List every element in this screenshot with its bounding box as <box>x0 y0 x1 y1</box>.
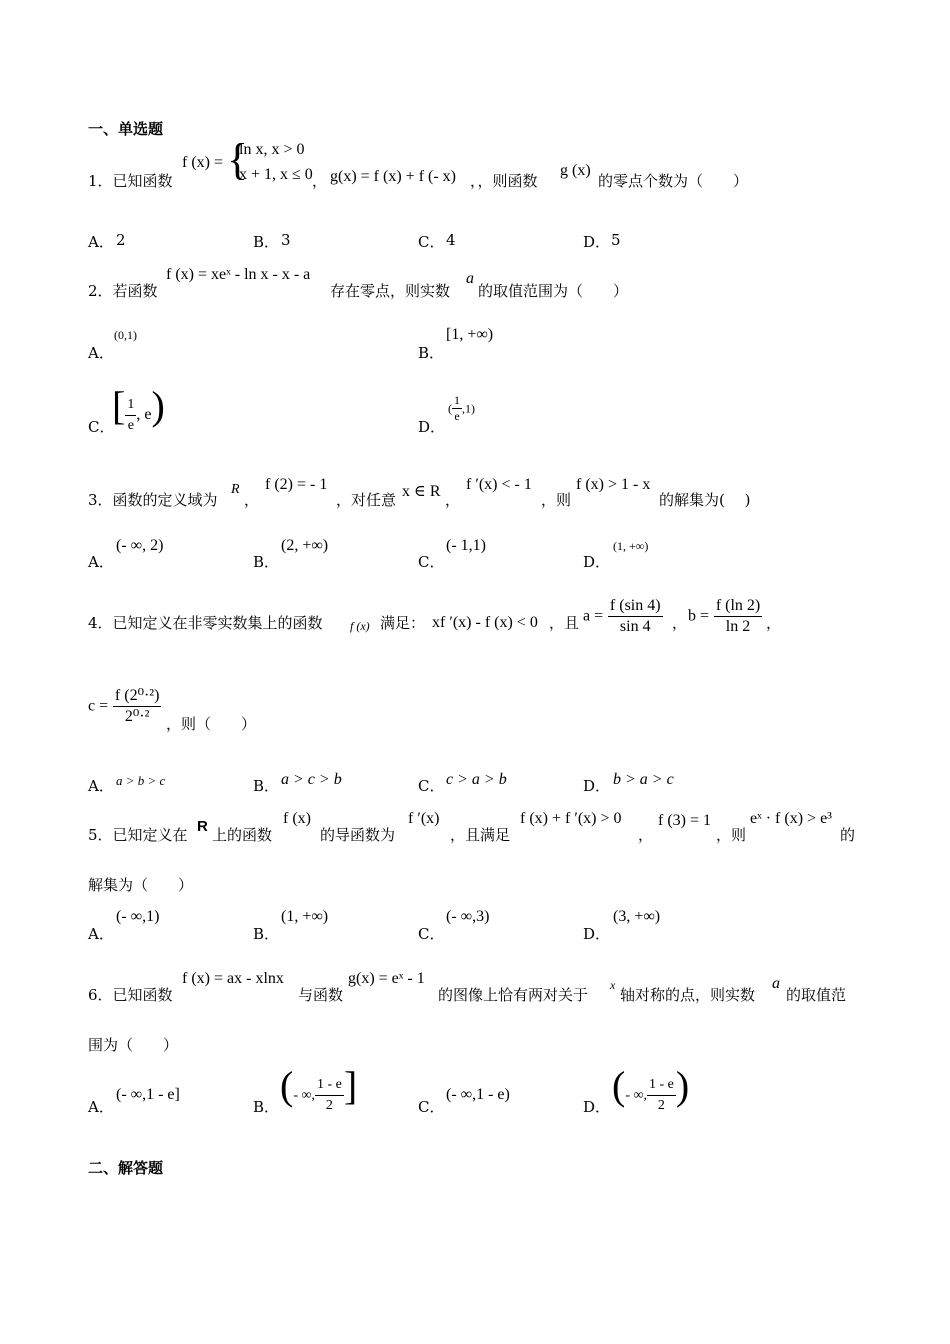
question-4-sep: ， <box>672 614 688 632</box>
question-5-R: R <box>197 818 208 835</box>
b-fraction <box>714 596 762 637</box>
question-6-mid-3: 轴对称的点，则实数 <box>620 986 756 1004</box>
option-text: (- ∞,1 - e) <box>446 1086 510 1103</box>
question-5-then: ，则 <box>716 826 747 844</box>
question-4-sep-2: ， <box>766 614 782 632</box>
option-text: [1, +∞) <box>446 326 494 343</box>
question-5-fpx: f ′(x) <box>408 810 440 827</box>
option-d-expression <box>448 393 475 424</box>
question-4-stem: 4．已知定义在非零实数集上的函数 <box>88 614 323 632</box>
option-label: C． <box>418 553 445 571</box>
question-3-mid-text: ，对任意 <box>336 491 397 509</box>
option-c-fraction <box>125 395 136 436</box>
right-paren: ) <box>151 383 165 428</box>
question-3-stem: 3．函数的定义域为 <box>88 491 218 509</box>
left-paren: ( <box>280 1063 294 1108</box>
question-3-comma-2: ， <box>445 491 461 509</box>
question-3-comma: ， <box>244 491 260 509</box>
option-d-prefix: - ∞, <box>625 1088 647 1103</box>
option-label: B． <box>253 777 280 795</box>
option-text: c > a > b <box>446 771 507 788</box>
question-3-then: ，则 <box>541 491 572 509</box>
question-2-var-a: a <box>466 270 474 287</box>
c-fraction <box>113 686 162 727</box>
question-2-formula: f (x) = xeˣ - ln x - x - a <box>166 266 311 283</box>
option-text: 4 <box>446 231 456 249</box>
question-1-case-1: ln x, x > 0 <box>239 141 305 158</box>
right-bracket: ] <box>343 1063 358 1108</box>
left-paren: ( <box>448 401 452 416</box>
option-text: (0,1) <box>114 328 137 342</box>
question-3-R: R <box>231 482 240 497</box>
question-6-tail-2: 围为（ ） <box>88 1036 179 1054</box>
question-6-mid-1: 与函数 <box>298 986 344 1004</box>
option-text: (- ∞,1) <box>116 908 160 925</box>
question-1-case-2: x + 1, x ≤ 0 <box>239 166 313 183</box>
question-5-condition: f (x) + f ′(x) > 0 <box>520 810 622 827</box>
question-4-b-def <box>688 596 762 637</box>
section-title-single-choice: 一、单选题 <box>88 120 164 138</box>
question-4-fx: f (x) <box>350 619 370 633</box>
option-c-expression <box>112 383 165 436</box>
option-label: C． <box>418 925 445 943</box>
option-text: a > b > c <box>116 773 166 788</box>
option-label: B． <box>253 925 280 943</box>
question-5-tail-1: 的 <box>840 826 856 844</box>
option-label: D． <box>583 553 611 571</box>
question-1-comma: ， <box>312 172 328 190</box>
fraction-numerator: 1 <box>454 393 460 407</box>
option-label: A． <box>88 777 114 795</box>
option-d-fraction <box>647 1075 676 1116</box>
option-label: B． <box>253 233 280 251</box>
fraction-denominator: ln 2 <box>725 618 751 635</box>
option-label: C． <box>418 1098 445 1116</box>
question-4-satisfies: 满足： <box>380 614 426 632</box>
c-lhs: c = <box>88 697 109 715</box>
option-label: D． <box>583 233 611 251</box>
question-3-f2: f (2) = - 1 <box>265 476 328 493</box>
fraction-denominator: 2⁰·² <box>124 708 150 725</box>
option-label: C． <box>418 233 445 251</box>
fraction-denominator: e <box>454 409 460 423</box>
question-6-tail-1: 的取值范 <box>786 986 847 1004</box>
a-lhs: a = <box>583 607 604 625</box>
question-6-mid-2: 的图像上恰有两对关于 <box>438 986 589 1004</box>
question-3-tail: 的解集为( ) <box>659 491 751 509</box>
question-1-g-def: g(x) = f (x) + f (- x) <box>330 168 456 185</box>
right-paren: ) <box>675 1063 690 1108</box>
option-text: (3, +∞) <box>613 908 661 925</box>
question-5-stem: 5．已知定义在 <box>88 826 188 844</box>
fraction-numerator: f (2⁰·²) <box>113 686 162 707</box>
option-text: b > a > c <box>613 771 674 788</box>
option-text: (1, +∞) <box>281 908 329 925</box>
fraction-numerator: 1 - e <box>647 1075 676 1096</box>
question-6-var-x: x <box>610 978 616 992</box>
question-5-fx: f (x) <box>283 810 311 827</box>
question-1-tail: 的零点个数为（ ） <box>598 172 749 190</box>
option-label: B． <box>253 1098 280 1116</box>
option-label: D． <box>418 418 446 436</box>
option-label: D． <box>583 925 611 943</box>
left-paren: ( <box>612 1063 626 1108</box>
question-6-g-def: g(x) = eˣ - 1 <box>348 970 425 987</box>
option-label: B． <box>418 344 445 362</box>
option-text: (- ∞,3) <box>446 908 490 925</box>
question-1-gx: g (x) <box>560 162 591 179</box>
option-b-fraction <box>315 1075 344 1116</box>
option-b-prefix: - ∞, <box>293 1088 315 1103</box>
option-text: 5 <box>611 231 621 249</box>
question-5-mid-2: 的导函数为 <box>320 826 396 844</box>
option-text: (- ∞,1 - e] <box>116 1086 180 1103</box>
option-label: A． <box>88 1098 114 1116</box>
question-6-f-def: f (x) = ax - xlnx <box>182 970 284 987</box>
fraction-numerator: f (sin 4) <box>608 596 663 617</box>
question-4-condition: xf ′(x) - f (x) < 0 <box>432 614 538 631</box>
fraction-numerator: 1 - e <box>315 1075 344 1096</box>
question-1-stem: 1．已知函数 <box>88 172 173 190</box>
option-b-expression <box>280 1063 358 1116</box>
option-text: 2 <box>116 231 126 249</box>
question-4-c-def <box>88 686 161 727</box>
question-3-x-in-R: x ∈ R <box>402 483 441 500</box>
question-6-var-a: a <box>772 975 780 992</box>
question-1-brace: { <box>227 135 249 184</box>
question-5-tail-2: 解集为（ ） <box>88 876 194 894</box>
option-label: A． <box>88 553 114 571</box>
question-5-mid-1: 上的函数 <box>212 826 273 844</box>
option-label: A． <box>88 925 114 943</box>
option-c-tail: , e <box>136 406 152 423</box>
left-bracket: [ <box>112 383 126 428</box>
option-text: (- 1,1) <box>446 537 486 554</box>
fraction-denominator: e <box>127 417 134 433</box>
question-3-inequality: f (x) > 1 - x <box>576 476 651 493</box>
option-d-tail: ,1) <box>462 401 475 416</box>
fraction-numerator: 1 <box>125 395 136 416</box>
option-label: C． <box>418 777 445 795</box>
question-2-mid-text: 存在零点，则实数 <box>330 282 451 300</box>
question-5-comma: ， <box>638 826 654 844</box>
option-d-expression <box>612 1063 690 1116</box>
fraction-denominator: sin 4 <box>619 618 651 635</box>
option-text: (- ∞, 2) <box>116 537 164 554</box>
fraction-numerator: f (ln 2) <box>714 596 762 617</box>
option-label: B． <box>253 553 280 571</box>
question-6-stem: 6．已知函数 <box>88 986 173 1004</box>
question-4-and: ，且 <box>549 614 580 632</box>
question-5-inequality: eˣ · f (x) > e³ <box>750 810 832 827</box>
option-d-fraction <box>452 393 462 424</box>
question-1-mid-text: ，，则函数 <box>470 172 538 190</box>
question-2-tail: 的取值范围为（ ） <box>478 282 629 300</box>
question-4-a-def <box>583 596 663 637</box>
option-label: D． <box>583 777 611 795</box>
option-text: (2, +∞) <box>281 537 329 554</box>
question-4-tail: ，则（ ） <box>166 715 257 733</box>
option-label: C． <box>88 418 115 436</box>
question-5-mid-3: ，且满足 <box>450 826 511 844</box>
fraction-denominator: 2 <box>657 1097 665 1113</box>
option-label: D． <box>583 1098 611 1116</box>
option-text: 3 <box>281 231 291 249</box>
option-text: a > c > b <box>281 771 342 788</box>
question-5-f3: f (3) = 1 <box>658 812 712 829</box>
question-2-stem: 2．若函数 <box>88 282 158 300</box>
option-text: (1, +∞) <box>613 539 649 553</box>
question-1-f-def: f (x) = <box>182 154 224 171</box>
b-lhs: b = <box>688 607 710 625</box>
fraction-denominator: 2 <box>325 1097 333 1113</box>
option-label: A． <box>88 344 114 362</box>
a-fraction <box>608 596 663 637</box>
option-label: A． <box>88 233 114 251</box>
question-3-fprime: f ′(x) < - 1 <box>466 476 532 493</box>
section-title-answer: 二、解答题 <box>88 1159 164 1177</box>
